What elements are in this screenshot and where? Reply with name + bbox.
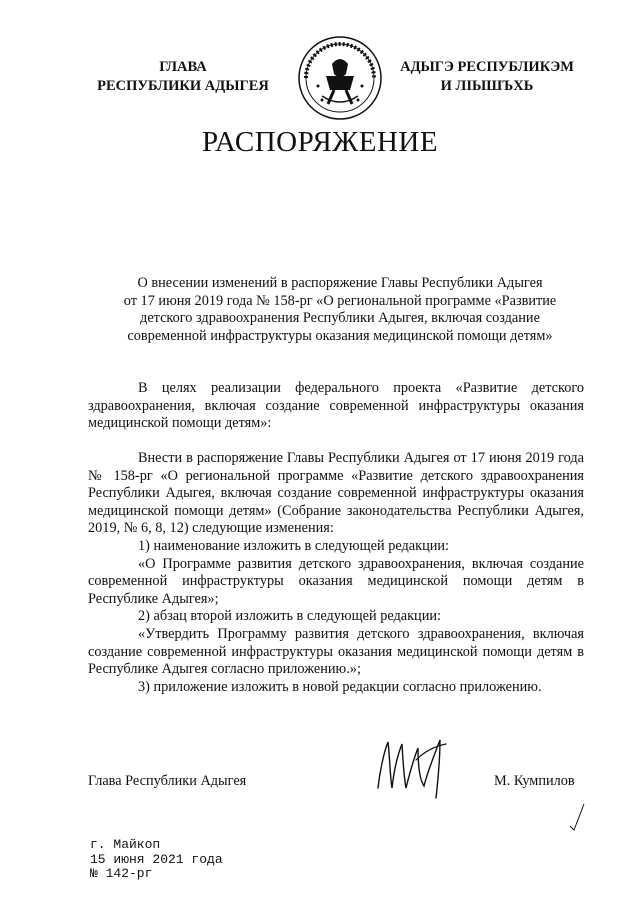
footer-date: 15 июня 2021 года [90, 851, 223, 867]
footer-number: № 142-рг [90, 866, 153, 881]
main-paragraph: Внести в распоряжение Главы Республики Адыгея от 17 июня 2019 года № 158-рг «О региональной программе «Развитие детского здравоохранения Республики Адыгея, включая создание современной инфраструктуры оказания медицинской помощи детям» (Собрание законодательства Республики Адыгея, 2019, № 6, 8, 12) следующие изменения: [88, 450, 584, 537]
main-section [88, 450, 584, 696]
document-footer [90, 838, 223, 882]
document-type: РАСПОРЯЖЕНИЕ [201, 126, 439, 158]
signatory-position: Глава Республики Адыгея [88, 773, 247, 789]
item-1: 1) наименование изложить в следующей редакции: [138, 537, 449, 554]
header-right-line2: И ЛІЫШЪХЬ [440, 78, 534, 94]
header-left-line1: ГЛАВА [159, 59, 207, 75]
handwritten-signature-icon [370, 730, 460, 800]
item-3: 3) приложение изложить в новой редакции согласно приложению. [138, 678, 542, 695]
footer-place: г. Майкоп [90, 837, 161, 852]
subject-line: детского здравоохранения Республики Адыгея, включая создание [140, 310, 540, 327]
item-1-text: «О Программе развития детского здравоохранения, включая создание современной инфраструктуры оказания медицинской помощи детям в Республике Адыгея»; [88, 555, 584, 607]
item-2-text: «Утвердить Программу развития детского здравоохранения, включая создание современной инфраструктуры оказания медицинской помощи детям в Республике Адыгея согласно приложению.»; [88, 625, 584, 678]
subject-line: О внесении изменений в распоряжение Главы Республики Адыгея [137, 275, 543, 291]
header-left-title [88, 58, 278, 96]
preamble-paragraph: В целях реализации федерального проекта «Развитие детского здравоохранения, включая создание современной инфраструктуры оказания медицинской помощи детям»: [88, 380, 584, 432]
subject-line: от 17 июня 2019 года № 158-рг «О региональной программе «Развитие [123, 292, 557, 309]
item-2: 2) абзац второй изложить в следующей редакции: [138, 608, 441, 625]
document-subject [95, 275, 585, 345]
adygea-coat-of-arms-icon [296, 34, 384, 122]
subject-line: современной инфраструктуры оказания медицинской помощи детям» [127, 327, 553, 344]
approval-mark-icon [566, 800, 588, 832]
header-left-line2: РЕСПУБЛИКИ АДЫГЕЯ [97, 78, 269, 94]
header-right-line1: АДЫГЭ РЕСПУБЛИКЭМ [400, 59, 574, 75]
signatory-name: М. Кумпилов [494, 773, 575, 789]
header-right-title [392, 58, 582, 96]
preamble-section [88, 380, 584, 433]
